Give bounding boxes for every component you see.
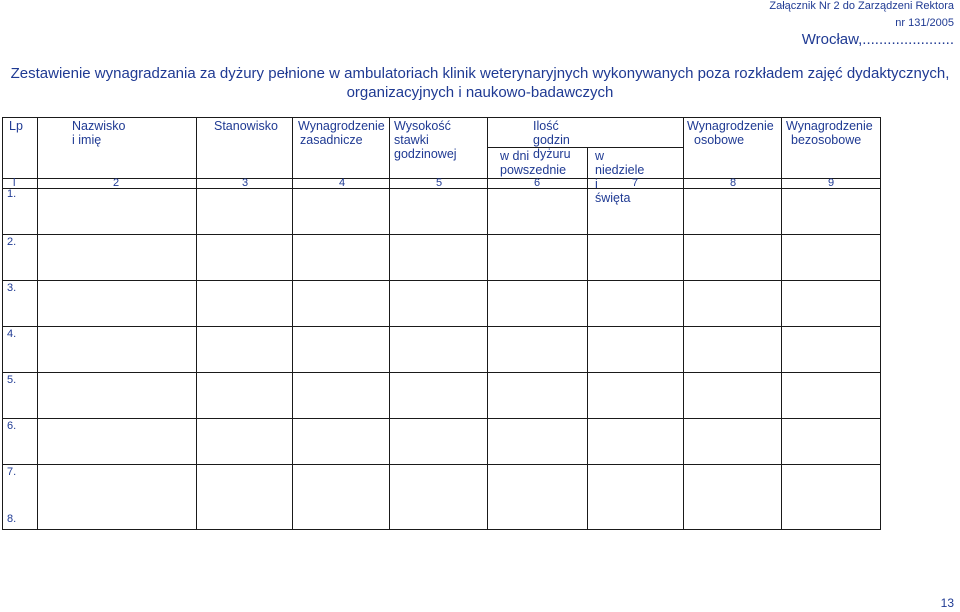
- header-personal-salary-line1: Wynagrodzenie: [687, 119, 774, 133]
- table-hline: [487, 147, 684, 148]
- table-hline: [2, 280, 881, 281]
- header-personal-salary: [687, 119, 774, 147]
- header-position: Stanowisko: [214, 119, 278, 133]
- row-number: 3.: [7, 282, 17, 294]
- header-base-salary: [298, 119, 385, 147]
- row-number: 4.: [7, 328, 17, 340]
- document-title: [0, 64, 960, 102]
- header-hourly-rate: [394, 119, 457, 161]
- header-weekdays: [500, 149, 566, 177]
- city-date-line: Wrocław,......................: [801, 31, 954, 48]
- title-line-2: organizacyjnych i naukowo-badawczych: [346, 84, 614, 101]
- column-number: l: [13, 177, 16, 189]
- column-number: 4: [339, 177, 346, 189]
- column-number: 6: [534, 177, 541, 189]
- table-hline: [2, 372, 881, 373]
- page-number: 13: [940, 596, 954, 610]
- header-base-salary-line1: Wynagrodzenie: [298, 119, 385, 133]
- row-number: 5.: [7, 374, 17, 386]
- header-lp: Lp: [9, 119, 23, 133]
- table-hline: [2, 418, 881, 419]
- table-hline: [2, 234, 881, 235]
- table-hline: [2, 529, 881, 530]
- table-hline: [2, 464, 881, 465]
- header-nonpersonal-salary: [786, 119, 873, 147]
- title-line-1: Zestawienie wynagradzania za dyżury pełnione w ambulatoriach klinik weterynaryjnych wykonywanych poza rozkładem zajęć dydaktycznych,: [10, 65, 950, 82]
- header-duty-hours: Ilość godzin dyżuru: [533, 119, 571, 161]
- header-holidays-line1: w niedziele i: [595, 149, 645, 191]
- header-nonpersonal-salary-line2: bezosobowe: [791, 133, 862, 147]
- row-number: 6.: [7, 420, 17, 432]
- table-hline: [2, 326, 881, 327]
- header-weekdays-line1: w dni: [500, 149, 530, 163]
- order-number: nr 131/2005: [895, 17, 954, 29]
- header-nonpersonal-salary-line1: Wynagrodzenie: [786, 119, 873, 133]
- header-hourly-rate-line2: godzinowej: [394, 147, 457, 161]
- row-number: 7.: [7, 466, 17, 478]
- row-number: 1.: [7, 188, 17, 200]
- table-hline: [2, 117, 881, 118]
- header-hourly-rate-line1: Wysokość stawki: [394, 119, 451, 147]
- column-number: 5: [436, 177, 443, 189]
- column-number: 9: [828, 177, 835, 189]
- annex-reference: Załącznik Nr 2 do Zarządzeni Rektora: [769, 0, 954, 12]
- table-vline: [587, 147, 588, 530]
- column-number: 8: [730, 177, 737, 189]
- header-holidays-line2: święta: [595, 191, 631, 205]
- column-number: 3: [242, 177, 249, 189]
- header-weekdays-line2: powszednie: [500, 163, 567, 177]
- header-personal-salary-line2: osobowe: [694, 133, 745, 147]
- column-number: 7: [632, 177, 639, 189]
- row-number: 2.: [7, 236, 17, 248]
- header-name: Nazwisko i imię: [72, 119, 126, 147]
- column-number: 2: [113, 177, 120, 189]
- row-number: 8.: [7, 513, 17, 525]
- header-base-salary-line2: zasadnicze: [300, 133, 363, 147]
